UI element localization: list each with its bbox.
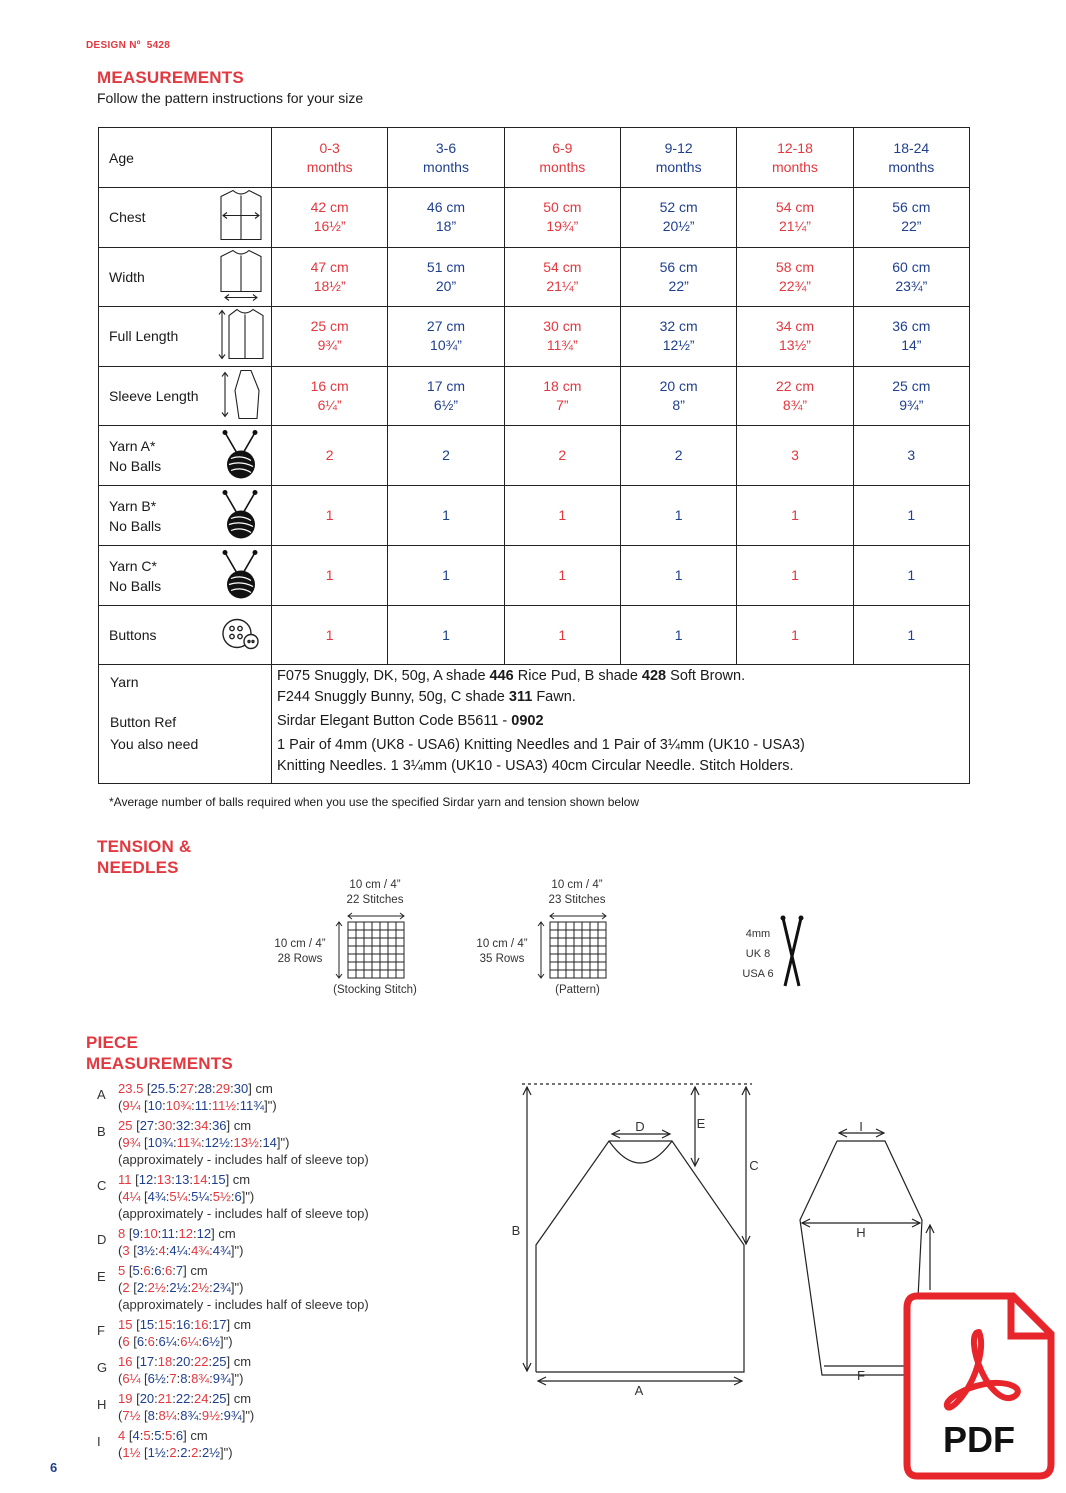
piece-value: (4¼ [4¾:5¼:5¼:5½:6]") xyxy=(118,1189,255,1204)
yarn-count-cell: 2 xyxy=(388,426,504,486)
measurement-cell: 17 cm 6½” xyxy=(388,366,504,426)
design-number xyxy=(86,40,170,51)
pattern-left-label: 10 cm / 4” 35 Rows xyxy=(476,938,528,965)
measurement-cell: 60 cm 23¾” xyxy=(853,247,969,307)
row-label: Sleeve Length xyxy=(99,366,272,426)
pattern-caption: (Pattern) xyxy=(555,984,600,996)
piece-key: I xyxy=(97,1434,101,1449)
measurements-table xyxy=(98,127,970,665)
diagram-label-I: I xyxy=(859,1119,863,1134)
piece-key: B xyxy=(97,1124,106,1139)
age-header-cell: 18-24 months xyxy=(853,128,969,188)
measurements-subtitle: Follow the pattern instructions for your size xyxy=(97,90,364,106)
yarn-count-cell: 1 xyxy=(620,486,736,546)
yarn-count-cell: 1 xyxy=(737,546,853,606)
width-diagram-icon xyxy=(217,247,265,306)
piece-value: 11 [12:13:13:14:15] cm xyxy=(118,1172,251,1187)
measurement-cell: 46 cm 18” xyxy=(388,188,504,248)
table-row xyxy=(99,188,970,248)
yarn-count-cell: 3 xyxy=(853,426,969,486)
yarn-count-cell: 3 xyxy=(737,426,853,486)
piece-value: (9¾ [10¾:11¾:12½:13½:14]") xyxy=(118,1135,290,1150)
age-header-cell: 3-6 months xyxy=(388,128,504,188)
chest-diagram-icon xyxy=(217,188,265,247)
measurement-cell: 25 cm 9¾” xyxy=(853,366,969,426)
diagram-label-B: B xyxy=(511,1223,521,1238)
also-need-line-1: 1 Pair of 4mm (UK8 - USA6) Knitting Needles and 1 Pair of 3¼mm (UK10 - USA3) xyxy=(277,737,805,753)
row-label: Yarn A* No Balls xyxy=(99,426,272,486)
piece-value: 5 [5:6:6:6:7] cm xyxy=(118,1263,208,1278)
piece-diagram xyxy=(500,1075,970,1405)
yarn-ball-icon xyxy=(217,426,265,485)
row-label: Width xyxy=(99,247,272,307)
yarn-count-cell: 1 xyxy=(272,486,388,546)
piece-key: D xyxy=(97,1232,107,1247)
table-row xyxy=(99,366,970,426)
piece-key: G xyxy=(97,1360,108,1375)
stocking-top-label: 10 cm / 4” 22 Stitches xyxy=(346,879,404,906)
length-diagram-icon xyxy=(217,307,265,366)
measurement-cell: 30 cm 11¾” xyxy=(504,307,620,367)
age-header-cell: 12-18 months xyxy=(737,128,853,188)
table-row xyxy=(99,546,970,606)
button-count-cell: 1 xyxy=(388,606,504,665)
diagram-label-C: C xyxy=(749,1158,759,1173)
table-row xyxy=(99,486,970,546)
piece-key: C xyxy=(97,1178,107,1193)
row-label: Yarn B* No Balls xyxy=(99,486,272,546)
piece-value: 25 [27:30:32:34:36] cm xyxy=(118,1118,252,1133)
measurement-cell: 51 cm 20” xyxy=(388,247,504,307)
stocking-swatch-grid xyxy=(334,912,414,982)
measurement-cell: 56 cm 22” xyxy=(853,188,969,248)
pattern-swatch-grid xyxy=(536,912,616,982)
button-icon xyxy=(217,606,265,665)
piece-value: (3 [3½:4:4¼:4¾:4¾]") xyxy=(118,1243,244,1258)
measurement-cell: 18 cm 7” xyxy=(504,366,620,426)
button-count-cell: 1 xyxy=(504,606,620,665)
measurement-cell: 56 cm 22” xyxy=(620,247,736,307)
measurement-cell: 25 cm 9¾” xyxy=(272,307,388,367)
piece-value: 15 [15:15:16:16:17] cm xyxy=(118,1317,252,1332)
yarn-count-cell: 1 xyxy=(620,546,736,606)
needle-size-label: 4mm UK 8 USA 6 xyxy=(742,928,774,980)
piece-value: (9¼ [10:10¾:11:11½:11¾]") xyxy=(118,1098,277,1113)
design-number-value: 5428 xyxy=(146,40,171,51)
piece-value: (7½ [8:8¼:8¾:9½:9¾]") xyxy=(118,1408,255,1423)
measurement-cell: 47 cm 18½” xyxy=(272,247,388,307)
piece-value: (2 [2:2½:2½:2½:2¾]") xyxy=(118,1280,244,1295)
row-label: Yarn C* No Balls xyxy=(99,546,272,606)
measurement-cell: 16 cm 6¼” xyxy=(272,366,388,426)
measurement-cell: 27 cm 10¾” xyxy=(388,307,504,367)
table-row xyxy=(99,606,970,665)
button-count-cell: 1 xyxy=(737,606,853,665)
sleeve-diagram-icon xyxy=(217,366,265,425)
piece-key: A xyxy=(97,1087,106,1102)
piece-value: (1½ [1½:2:2:2:2½]") xyxy=(118,1445,233,1460)
measurement-cell: 34 cm 13½” xyxy=(737,307,853,367)
also-need-label: You also need xyxy=(110,736,199,752)
button-count-cell: 1 xyxy=(853,606,969,665)
piece-key: E xyxy=(97,1269,106,1284)
piece-value: (6¼ [6½:7:8:8¾:9¾]") xyxy=(118,1371,244,1386)
piece-key: H xyxy=(97,1397,107,1412)
stocking-left-label: 10 cm / 4” 28 Rows xyxy=(274,938,326,965)
piece-note: (approximately - includes half of sleeve top) xyxy=(118,1206,369,1221)
tension-heading: TENSION & NEEDLES xyxy=(97,837,192,877)
table-row xyxy=(99,426,970,486)
piece-value: 4 [4:5:5:5:6] cm xyxy=(118,1428,208,1443)
pdf-badge-label: PDF xyxy=(943,1419,1015,1460)
button-ref-value: Sirdar Elegant Button Code B5611 - 0902 xyxy=(277,713,544,729)
also-need-line-2: Knitting Needles. 1 3¼mm (UK10 - USA3) 40cm Circular Needle. Stitch Holders. xyxy=(277,758,794,774)
page-number: 6 xyxy=(50,1460,58,1475)
pattern-top-label: 10 cm / 4” 23 Stitches xyxy=(548,879,606,906)
piece-key: F xyxy=(97,1323,105,1338)
yarn-count-cell: 2 xyxy=(272,426,388,486)
design-label: DESIGN Nº xyxy=(86,40,141,51)
yarn-count-cell: 1 xyxy=(272,546,388,606)
yarn-ball-icon xyxy=(217,486,265,545)
piece-value: (6 [6:6:6¼:6¼:6½]") xyxy=(118,1334,233,1349)
diagram-label-D: D xyxy=(635,1119,645,1134)
age-header-cell: 0-3 months xyxy=(272,128,388,188)
yarn-count-cell: 1 xyxy=(853,546,969,606)
row-label: Buttons xyxy=(99,606,272,665)
row-label: Chest xyxy=(99,188,272,248)
age-header-cell: 6-9 months xyxy=(504,128,620,188)
yarn-count-cell: 1 xyxy=(737,486,853,546)
piece-value: 16 [17:18:20:22:25] cm xyxy=(118,1354,252,1369)
yarn-count-cell: 1 xyxy=(388,546,504,606)
pdf-file-icon[interactable] xyxy=(903,1292,1055,1480)
diagram-label-H: H xyxy=(856,1225,866,1240)
table-row xyxy=(99,307,970,367)
measurement-cell: 52 cm 20½” xyxy=(620,188,736,248)
age-header-cell: 9-12 months xyxy=(620,128,736,188)
yarn-count-cell: 1 xyxy=(388,486,504,546)
knitting-needles-icon xyxy=(777,914,807,990)
measurement-cell: 58 cm 22¾” xyxy=(737,247,853,307)
age-label: Age xyxy=(99,128,272,188)
yarn-count-cell: 1 xyxy=(504,486,620,546)
measurement-cell: 54 cm 21¼” xyxy=(737,188,853,248)
button-ref-label: Button Ref xyxy=(110,714,177,730)
yarn-info-box xyxy=(98,663,970,784)
measurement-cell: 42 cm 16½” xyxy=(272,188,388,248)
button-count-cell: 1 xyxy=(272,606,388,665)
yarn-count-cell: 2 xyxy=(620,426,736,486)
footnote: *Average number of balls required when you use the specified Sirdar yarn and tension shown below xyxy=(109,795,640,809)
stocking-caption: (Stocking Stitch) xyxy=(333,984,417,996)
measurement-cell: 32 cm 12½” xyxy=(620,307,736,367)
table-row xyxy=(99,247,970,307)
piece-value: 19 [20:21:22:24:25] cm xyxy=(118,1391,252,1406)
measurement-cell: 54 cm 21¼” xyxy=(504,247,620,307)
diagram-label-F: F xyxy=(857,1368,865,1383)
diagram-label-A: A xyxy=(634,1383,644,1398)
piece-note: (approximately - includes half of sleeve top) xyxy=(118,1152,369,1167)
measurements-heading: MEASUREMENTS xyxy=(97,68,244,87)
yarn-line-1: F075 Snuggly, DK, 50g, A shade 446 Rice Pud, B shade 428 Soft Brown. xyxy=(277,668,746,684)
diagram-label-E: E xyxy=(696,1116,706,1131)
yarn-line-2: F244 Snuggly Bunny, 50g, C shade 311 Fawn. xyxy=(277,689,576,705)
yarn-count-cell: 1 xyxy=(853,486,969,546)
row-label: Full Length xyxy=(99,307,272,367)
button-count-cell: 1 xyxy=(620,606,736,665)
measurement-cell: 22 cm 8¾” xyxy=(737,366,853,426)
piece-heading: PIECE MEASUREMENTS xyxy=(86,1033,233,1073)
piece-value: 8 [9:10:11:12:12] cm xyxy=(118,1226,236,1241)
piece-value: 23.5 [25.5:27:28:29:30] cm xyxy=(118,1081,273,1096)
yarn-count-cell: 1 xyxy=(504,546,620,606)
measurement-cell: 20 cm 8” xyxy=(620,366,736,426)
yarn-label: Yarn xyxy=(110,674,139,690)
piece-note: (approximately - includes half of sleeve top) xyxy=(118,1297,369,1312)
measurement-cell: 36 cm 14” xyxy=(853,307,969,367)
yarn-count-cell: 2 xyxy=(504,426,620,486)
measurement-cell: 50 cm 19¾” xyxy=(504,188,620,248)
yarn-ball-icon xyxy=(217,546,265,605)
